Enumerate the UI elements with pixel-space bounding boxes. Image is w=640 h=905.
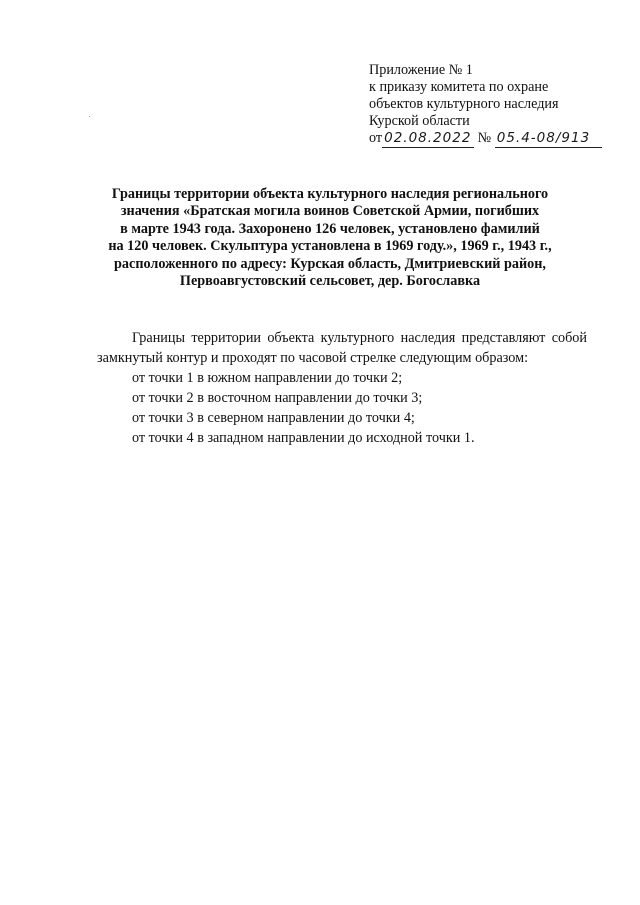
appendix-date-number-line xyxy=(369,130,619,148)
title-line: Границы территории объекта культурного наследия регионального xyxy=(111,186,549,202)
from-label: от xyxy=(369,130,383,146)
boundary-item: от точки 3 в северном направлении до точки 4; xyxy=(132,410,415,426)
title-line: значения «Братская могила воинов Советской Армии, погибших xyxy=(120,203,540,220)
scan-speck xyxy=(89,116,90,117)
appendix-committee-line: объектов культурного наследия xyxy=(369,96,559,112)
document-body xyxy=(97,328,587,448)
title-line: Первоавгустовский сельсовет, дер. Богославка xyxy=(179,273,481,290)
title-line: в марте 1943 года. Захоронено 126 человек, установлено фамилий xyxy=(120,220,540,237)
title-line: расположенного по адресу: Курская область, Дмитриевский район, xyxy=(114,255,546,272)
appendix-header xyxy=(369,62,619,148)
handwritten-number: 05.4-08/913 xyxy=(495,130,602,148)
title-line: на 120 человек. Скульптура установлена в 1969 году.», 1969 г., 1943 г., xyxy=(108,238,552,255)
intro-paragraph: Границы территории объекта культурного наследия представляют собой замкнутый контур и проходят по часовой стрелке следующим образом: xyxy=(97,330,587,366)
document-title xyxy=(80,186,580,290)
appendix-region-line: Курской области xyxy=(369,113,470,129)
boundary-item: от точки 4 в западном направлении до исходной точки 1. xyxy=(132,430,475,446)
appendix-number: Приложение № 1 xyxy=(369,62,473,78)
boundary-item: от точки 1 в южном направлении до точки 2; xyxy=(132,370,403,386)
appendix-order-line: к приказу комитета по охране xyxy=(369,79,549,95)
boundary-item: от точки 2 в восточном направлении до точки 3; xyxy=(132,390,423,406)
number-label: № xyxy=(477,130,492,146)
handwritten-date: 02.08.2022 xyxy=(382,130,474,148)
